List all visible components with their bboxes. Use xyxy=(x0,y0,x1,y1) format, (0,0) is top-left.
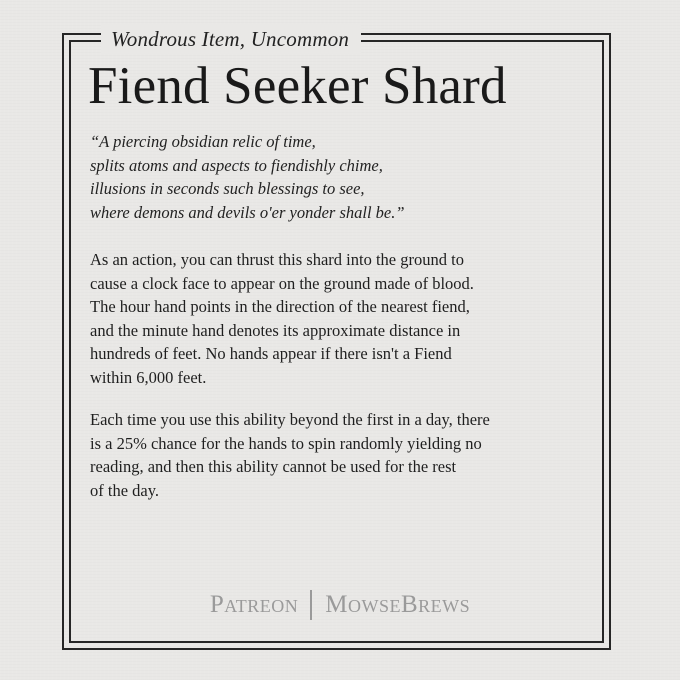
footer-divider xyxy=(310,590,312,620)
text-line: within 6,000 feet. xyxy=(90,367,207,387)
text-line: is a 25% chance for the hands to spin randomly yielding no xyxy=(90,433,482,453)
text-line: of the day. xyxy=(90,480,160,500)
text-line: reading, and then this ability cannot be used for the rest xyxy=(90,457,457,477)
flavor-poem xyxy=(90,130,590,224)
text-line: The hour hand points in the direction of the nearest fiend, xyxy=(90,297,470,317)
text-line: Each time you use this ability beyond the first in a day, there xyxy=(90,410,490,429)
footer-author-label: MowseBrews xyxy=(325,591,471,618)
text-line: and the minute hand denotes its approximate distance in xyxy=(90,320,461,340)
poem-line: “A piercing obsidian relic of time, xyxy=(90,132,316,151)
poem-line: splits atoms and aspects to fiendishly chime, xyxy=(90,155,383,175)
item-type-subtitle: Wondrous Item, Uncommon xyxy=(101,24,361,54)
footer-credit xyxy=(0,587,680,623)
footer-patreon-label: Patreon xyxy=(209,591,299,618)
text-line: hundreds of feet. No hands appear if there isn't a Fiend xyxy=(90,344,452,364)
text-line: cause a clock face to appear on the ground made of blood. xyxy=(90,273,474,293)
text-line: As an action, you can thrust this shard into the ground to xyxy=(90,250,464,269)
poem-line: where demons and devils o'er yonder shall be.” xyxy=(90,202,405,222)
description-paragraph-1 xyxy=(90,248,590,390)
description-paragraph-2 xyxy=(90,408,590,502)
item-title: Fiend Seeker Shard xyxy=(88,57,507,115)
poem-line: illusions in seconds such blessings to see, xyxy=(90,179,365,198)
